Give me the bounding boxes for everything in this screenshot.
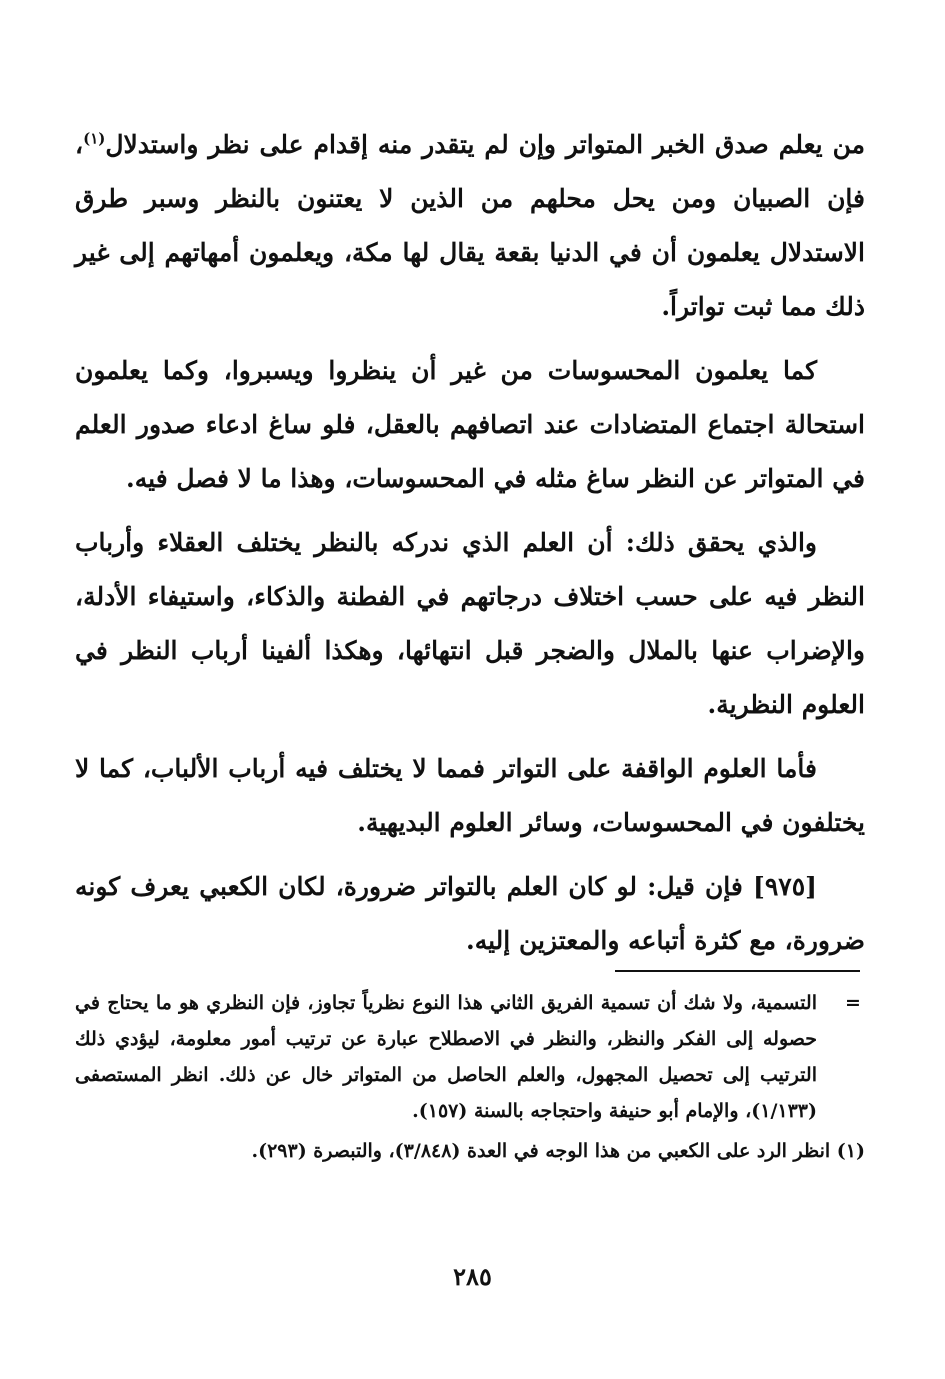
footnote-continuation-text: التسمية، ولا شك أن تسمية الفريق الثاني هذا النوع نظرياً تجاوز، فإن النظري هو ما يحتاج في حصوله إلى الفكر والنظر، والنظر في الاصطلاح عبارة عن ترتيب أمور معلومة، ليؤدي ذلك الترتيب إلى تحصيل المجهول، والعلم الحاصل من المتواتر خال عن ذلك. انظر المستصفى (١/١٣٣)، والإمام أبو حنيفة واحتجاجه بالسنة (١٥٧). <box>75 992 817 1122</box>
footnotes <box>75 985 865 1169</box>
main-text <box>75 118 865 978</box>
paragraph-2: كما يعلمون المحسوسات من غير أن ينظروا ويسبروا، وكما يعلمون استحالة اجتماع المتضادات عند اتصافهم بالعقل، فلو ساغ ادعاء صدور العلم في المتواتر عن النظر ساغ مثله في المحسوسات، وهذا ما لا فصل فيه. <box>75 356 865 493</box>
paragraph-5: [٩٧٥] فإن قيل: لو كان العلم بالتواتر ضرورة، لكان الكعبي يعرف كونه ضرورة، مع كثرة أتباعه والمعتزين إليه. <box>75 872 865 955</box>
footnote-separator <box>615 970 860 972</box>
paragraph-1 <box>75 118 865 334</box>
paragraph-3: والذي يحقق ذلك: أن العلم الذي ندركه بالنظر يختلف العقلاء وأرباب النظر فيه على حسب اختلاف درجاتهم في الفطنة والذكاء، واستيفاء الأدلة، والإضراب عنها بالملال والضجر قبل انتهائها، وهكذا ألفينا أرباب النظر في العلوم النظرية. <box>75 528 865 719</box>
footnote-reference-1: (١) <box>83 129 106 148</box>
footnote-1: (١) انظر الرد على الكعبي من هذا الوجه في العدة (٣/٨٤٨)، والتبصرة (٢٩٣). <box>251 1140 865 1162</box>
paragraph-1-text: من يعلم صدق الخبر المتواتر وإن لم يتقدر منه إقدام على نظر واستدلال <box>105 130 865 159</box>
paragraph-4: فأما العلوم الواقفة على التواتر فمما لا يختلف فيه أرباب الألباب، كما لا يختلفون في المحسوسات، وسائر العلوم البديهية. <box>75 754 865 837</box>
continuation-mark: = <box>845 992 861 1014</box>
footnote-continuation <box>75 985 865 1129</box>
page-number: ٢٨٥ <box>453 1262 492 1291</box>
paragraph-1-continuation: ، فإن الصبيان ومن يحل محلهم من الذين لا يعتنون بالنظر وسبر طرق الاستدلال يعلمون أن في الدنيا بقعة يقال لها مكة، ويعلمون أمهاتهم إلى غير ذلك مما ثبت تواتراً. <box>75 130 865 321</box>
